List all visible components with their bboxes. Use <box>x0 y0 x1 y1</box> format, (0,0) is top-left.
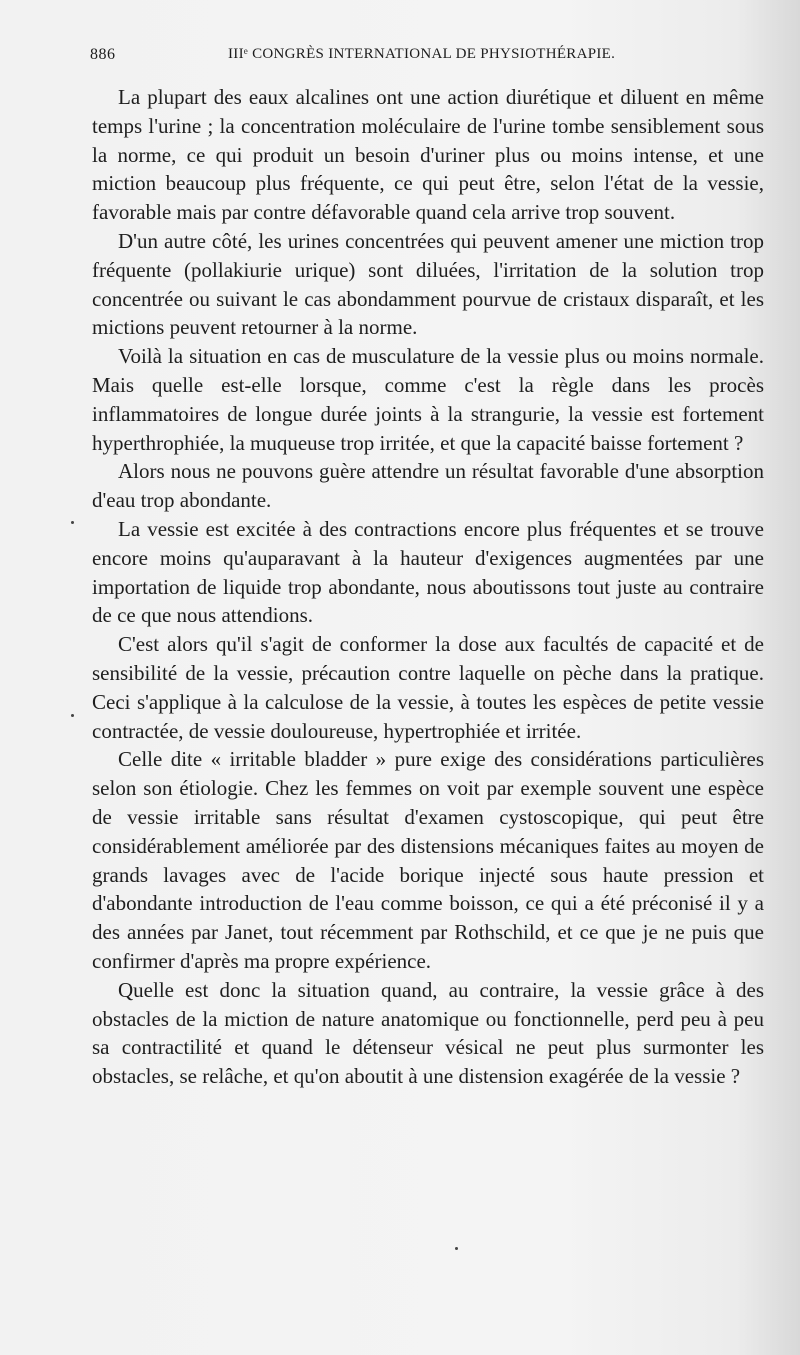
paragraph: C'est alors qu'il s'agit de conformer la dose aux facultés de capacité et de sensibilité de la vessie, précaution contre laquelle on pèche dans la pratique. Ceci s'applique à la calculose de la vessie, à toutes les espèces de petite vessie contractée, de vessie douloureuse, hypertrophiée et irritée. <box>92 632 764 743</box>
paragraph: D'un autre côté, les urines concentrées qui peuvent amener une miction trop fréquente (pollakiurie urique) sont diluées, l'irritation de la solution trop concentrée ou suivant le cas abondamment pourvue de cristaux disparaît, et les mictions peuvent retourner à la norme. <box>92 228 764 340</box>
paragraph: Quelle est donc la situation quand, au contraire, la vessie grâce à des obstacles de la miction de nature anatomique ou fonctionnelle, perd peu à peu sa contractilité et quand le détenseur vésical ne peut plus surmonter les obstacles, se relâche, et qu'on aboutit à une distension exagérée de la vessie ? <box>92 977 764 1089</box>
page-number: 886 <box>90 46 116 63</box>
paragraph: Voilà la situation en cas de musculature de la vessie plus ou moins normale. Mais quelle est-elle lorsque, comme c'est la règle dans les procès inflammatoires de longue durée joints à la strangurie, la vessie est fortement hyperthrophiée, la muqueuse trop irritée, et que la capacité baisse fortement ? <box>92 344 764 455</box>
print-speck <box>71 521 74 524</box>
body-text <box>92 83 764 1091</box>
paragraph: Alors nous ne pouvons guère attendre un résultat favorable d'une absorption d'eau trop abondante. <box>92 459 764 513</box>
print-speck <box>71 714 74 717</box>
page-header <box>90 46 780 70</box>
running-title: IIIᵉ CONGRÈS INTERNATIONAL DE PHYSIOTHÉRAPIE. <box>228 46 616 62</box>
paragraph: Celle dite « irritable bladder » pure exige des considérations particulières selon son étiologie. Chez les femmes on voit par exemple souvent une espèce de vessie irritable sans résultat d'examen cystoscopique, qui peut être considérablement améliorée par des distensions mécaniques faites au moyen de grands lavages avec de l'acide borique injecté sous haute pression et d'abondante introduction de l'eau comme boisson, ce qui a été préconisé il y a des années par Janet, tout récemment par Rothschild, et ce que je ne puis que confirmer d'après ma propre expérience. <box>92 747 764 973</box>
print-speck <box>455 1247 458 1250</box>
paragraph: La vessie est excitée à des contractions encore plus fréquentes et se trouve encore moins qu'auparavant à la hauteur d'exigences augmentées par une importation de liquide trop abondante, nous aboutissons tout juste au contraire de ce que nous attendions. <box>92 516 764 628</box>
paragraph: La plupart des eaux alcalines ont une action diurétique et diluent en même temps l'urine ; la concentration moléculaire de l'urine tombe sensiblement sous la norme, ce qui produit un besoin d'uriner plus ou moins intense, et une miction beaucoup plus fréquente, ce qui peut être, selon l'état de la vessie, favorable mais par contre défavorable quand cela arrive trop souvent. <box>92 85 764 225</box>
